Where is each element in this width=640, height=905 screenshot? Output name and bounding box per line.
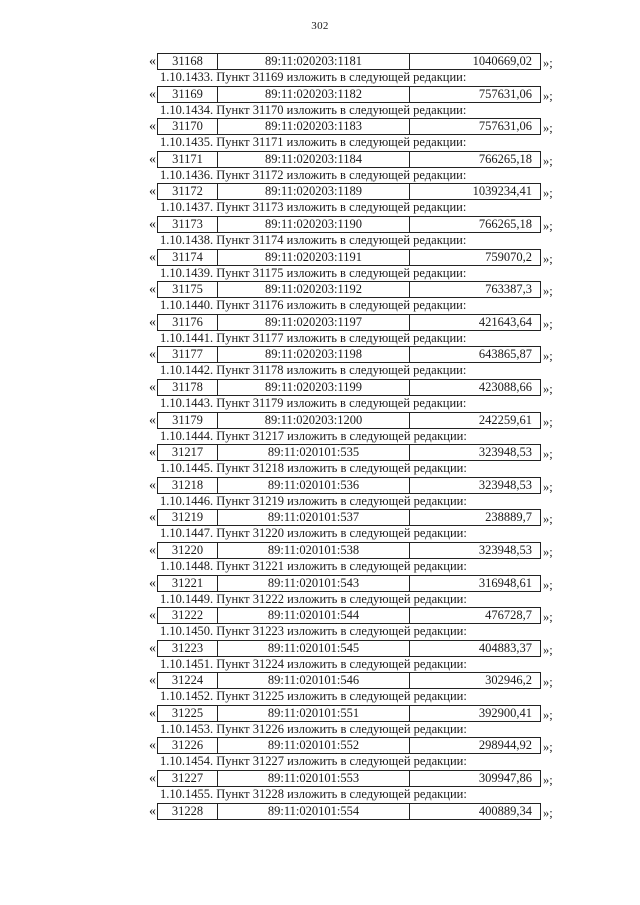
value-cell: 763387,3 (485, 282, 532, 297)
row-cells (157, 53, 541, 70)
value-cell: 309947,86 (478, 771, 532, 786)
item-number-cell: 31174 (158, 250, 218, 265)
cadastral-number-cell: 89:11:020203:1184 (218, 152, 410, 167)
open-quote-mark: « (149, 705, 156, 721)
row-cells (157, 509, 541, 526)
open-quote-mark: « (149, 216, 156, 232)
open-quote-mark: « (149, 282, 156, 298)
item-number-cell: 31221 (158, 576, 218, 591)
value-cell: 423088,66 (478, 379, 532, 394)
table-row (0, 672, 640, 689)
close-quote-mark: »; (543, 316, 553, 331)
open-quote-mark: « (149, 608, 156, 624)
table-row (0, 803, 640, 820)
open-quote-mark: « (149, 151, 156, 167)
value-cell: 757631,06 (478, 119, 532, 134)
table-row (0, 607, 640, 624)
close-quote-mark: »; (543, 707, 553, 722)
cadastral-number-cell: 89:11:020203:1192 (218, 282, 410, 297)
amendment-entry (0, 281, 640, 314)
value-cell: 421643,64 (478, 314, 532, 329)
open-quote-mark: « (149, 412, 156, 428)
open-quote-mark: « (149, 184, 156, 200)
table-row (0, 281, 640, 298)
table-row (0, 216, 640, 233)
item-number-cell: 31179 (158, 413, 218, 428)
table-row (0, 346, 640, 363)
amendment-entry (0, 216, 640, 249)
page-number: 302 (311, 20, 329, 32)
amendment-entry (0, 737, 640, 770)
close-quote-mark: »; (543, 186, 553, 201)
item-number-cell: 31223 (158, 641, 218, 656)
value-cell: 757631,06 (478, 86, 532, 101)
table-row (0, 379, 640, 396)
row-cells (157, 444, 541, 461)
cadastral-number-cell: 89:11:020203:1198 (218, 347, 410, 362)
amendment-heading: 1.10.1454. Пункт 31227 изложить в следующей редакции: (160, 754, 467, 769)
row-cells (157, 803, 541, 820)
open-quote-mark: « (149, 314, 156, 330)
cadastral-number-cell: 89:11:020101:553 (218, 771, 410, 786)
item-number-cell: 31228 (158, 804, 218, 819)
open-quote-mark: « (149, 771, 156, 787)
amendment-entry (0, 444, 640, 477)
cadastral-number-cell: 89:11:020101:537 (218, 510, 410, 525)
value-cell: 766265,18 (478, 151, 532, 166)
value-cell: 298944,92 (478, 738, 532, 753)
value-cell: 316948,61 (478, 575, 532, 590)
amendment-heading: 1.10.1447. Пункт 31220 изложить в следующей редакции: (160, 526, 467, 541)
row-cells (157, 412, 541, 429)
close-quote-mark: »; (543, 544, 553, 559)
item-number-cell: 31224 (158, 673, 218, 688)
cadastral-number-cell: 89:11:020203:1182 (218, 87, 410, 102)
amendment-heading: 1.10.1438. Пункт 31174 изложить в следующей редакции: (160, 232, 467, 247)
open-quote-mark: « (149, 86, 156, 102)
row-cells (157, 770, 541, 787)
amendment-heading: 1.10.1449. Пункт 31222 изложить в следующей редакции: (160, 591, 467, 606)
close-quote-mark: »; (543, 512, 553, 527)
amendment-entry (0, 803, 640, 836)
close-quote-mark: »; (543, 284, 553, 299)
table-row (0, 542, 640, 559)
table-row (0, 575, 640, 592)
amendment-heading: 1.10.1446. Пункт 31219 изложить в следующей редакции: (160, 493, 467, 508)
value-cell: 400889,34 (478, 803, 532, 818)
row-cells (157, 346, 541, 363)
item-number-cell: 31217 (158, 445, 218, 460)
cadastral-number-cell: 89:11:020101:536 (218, 478, 410, 493)
open-quote-mark: « (149, 477, 156, 493)
amendment-entry (0, 86, 640, 119)
amendment-entry (0, 151, 640, 184)
table-row (0, 118, 640, 135)
amendment-entry (0, 477, 640, 510)
amendment-heading: 1.10.1433. Пункт 31169 изложить в следующей редакции: (160, 70, 467, 84)
table-row (0, 249, 640, 266)
value-cell: 1039234,41 (472, 184, 532, 199)
row-cells (157, 249, 541, 266)
open-quote-mark: « (149, 249, 156, 265)
row-cells (157, 216, 541, 233)
amendment-entry (0, 509, 640, 542)
close-quote-mark: »; (543, 805, 553, 820)
table-row (0, 183, 640, 200)
cadastral-number-cell: 89:11:020101:554 (218, 804, 410, 819)
open-quote-mark: « (149, 347, 156, 363)
close-quote-mark: »; (543, 740, 553, 755)
close-quote-mark: »; (543, 479, 553, 494)
amendment-heading: 1.10.1444. Пункт 31217 изложить в следующей редакции: (160, 428, 467, 443)
cadastral-number-cell: 89:11:020101:544 (218, 608, 410, 623)
item-number-cell: 31171 (158, 152, 218, 167)
amendment-entry (0, 607, 640, 640)
cadastral-number-cell: 89:11:020203:1199 (218, 380, 410, 395)
close-quote-mark: »; (543, 610, 553, 625)
open-quote-mark: « (149, 640, 156, 656)
open-quote-mark: « (149, 54, 156, 69)
item-number-cell: 31218 (158, 478, 218, 493)
table-row (0, 737, 640, 754)
row-cells (157, 542, 541, 559)
amendment-heading: 1.10.1441. Пункт 31177 изложить в следующей редакции: (160, 330, 467, 345)
amendment-heading: 1.10.1440. Пункт 31176 изложить в следующей редакции: (160, 298, 467, 313)
open-quote-mark: « (149, 119, 156, 135)
row-cells (157, 281, 541, 298)
table-row (0, 770, 640, 787)
amendment-entry (0, 640, 640, 673)
close-quote-mark: »; (543, 773, 553, 788)
amendment-heading: 1.10.1448. Пункт 31221 изложить в следующей редакции: (160, 558, 467, 573)
row-cells (157, 151, 541, 168)
close-quote-mark: »; (543, 251, 553, 266)
value-cell: 242259,61 (478, 412, 532, 427)
row-cells (157, 314, 541, 331)
open-quote-mark: « (149, 673, 156, 689)
item-number-cell: 31170 (158, 119, 218, 134)
item-number-cell: 31173 (158, 217, 218, 232)
item-number-cell: 31175 (158, 282, 218, 297)
row-cells (157, 575, 541, 592)
item-number-cell: 31219 (158, 510, 218, 525)
cadastral-number-cell: 89:11:020101:546 (218, 673, 410, 688)
amendment-heading: 1.10.1450. Пункт 31223 изложить в следующей редакции: (160, 624, 467, 639)
item-number-cell: 31177 (158, 347, 218, 362)
cadastral-number-cell: 89:11:020101:535 (218, 445, 410, 460)
value-cell: 238889,7 (485, 510, 532, 525)
item-number-cell: 31172 (158, 184, 218, 199)
value-cell: 323948,53 (478, 542, 532, 557)
row-cells (157, 640, 541, 657)
item-number-cell: 31176 (158, 315, 218, 330)
cadastral-number-cell: 89:11:020101:552 (218, 738, 410, 753)
amendment-heading: 1.10.1445. Пункт 31218 изложить в следующей редакции: (160, 461, 467, 476)
table-row (0, 53, 640, 70)
value-cell: 302946,2 (485, 673, 532, 688)
cadastral-number-cell: 89:11:020203:1190 (218, 217, 410, 232)
row-cells (157, 607, 541, 624)
cadastral-number-cell: 89:11:020101:538 (218, 543, 410, 558)
item-number-cell: 31227 (158, 771, 218, 786)
value-cell: 323948,53 (478, 445, 532, 460)
close-quote-mark: »; (543, 675, 553, 690)
row-cells (157, 737, 541, 754)
value-cell: 404883,37 (478, 640, 532, 655)
amendment-entry (0, 412, 640, 445)
item-number-cell: 31225 (158, 706, 218, 721)
row-cells (157, 477, 541, 494)
row-cells (157, 118, 541, 135)
open-quote-mark: « (149, 803, 156, 819)
cadastral-number-cell: 89:11:020101:551 (218, 706, 410, 721)
amendment-entry (0, 346, 640, 379)
cadastral-number-cell: 89:11:020203:1191 (218, 250, 410, 265)
close-quote-mark: »; (543, 153, 553, 168)
cadastral-number-cell: 89:11:020203:1200 (218, 413, 410, 428)
item-number-cell: 31220 (158, 543, 218, 558)
table-row (0, 412, 640, 429)
close-quote-mark: »; (543, 56, 553, 70)
value-cell: 1040669,02 (472, 54, 532, 68)
open-quote-mark: « (149, 575, 156, 591)
close-quote-mark: »; (543, 577, 553, 592)
amendment-heading: 1.10.1452. Пункт 31225 изложить в следующей редакции: (160, 689, 467, 704)
amendment-heading: 1.10.1455. Пункт 31228 изложить в следующей редакции: (160, 787, 467, 802)
row-cells (157, 379, 541, 396)
value-cell: 643865,87 (478, 347, 532, 362)
close-quote-mark: »; (543, 349, 553, 364)
amendment-entry (0, 249, 640, 282)
cadastral-number-cell: 89:11:020203:1189 (218, 184, 410, 199)
table-row (0, 705, 640, 722)
value-cell: 476728,7 (485, 608, 532, 623)
amendment-heading: 1.10.1439. Пункт 31175 изложить в следующей редакции: (160, 265, 467, 280)
amendment-entry (0, 542, 640, 575)
amendment-heading: 1.10.1453. Пункт 31226 изложить в следующей редакции: (160, 721, 467, 736)
row-cells (157, 672, 541, 689)
value-cell: 392900,41 (478, 705, 532, 720)
amendment-heading: 1.10.1443. Пункт 31179 изложить в следующей редакции: (160, 395, 467, 410)
close-quote-mark: »; (543, 414, 553, 429)
amendment-entry (0, 575, 640, 608)
open-quote-mark: « (149, 510, 156, 526)
amendment-entry (0, 770, 640, 803)
amendment-heading: 1.10.1435. Пункт 31171 изложить в следующей редакции: (160, 135, 467, 150)
value-cell: 766265,18 (478, 216, 532, 231)
amendment-entry (0, 314, 640, 347)
row-cells (157, 183, 541, 200)
table-row (0, 314, 640, 331)
close-quote-mark: »; (543, 218, 553, 233)
row-cells (157, 86, 541, 103)
item-number-cell: 31169 (158, 87, 218, 102)
amendment-list (0, 53, 640, 835)
table-row (0, 477, 640, 494)
item-number-cell: 31178 (158, 380, 218, 395)
value-cell: 323948,53 (478, 477, 532, 492)
close-quote-mark: »; (543, 381, 553, 396)
table-row (0, 151, 640, 168)
amendment-entry (0, 672, 640, 705)
table-row (0, 86, 640, 103)
amendment-entry (0, 705, 640, 738)
amendment-entry (0, 379, 640, 412)
amendment-entry (0, 118, 640, 151)
amendment-heading: 1.10.1436. Пункт 31172 изложить в следующей редакции: (160, 167, 467, 182)
amendment-heading: 1.10.1451. Пункт 31224 изложить в следующей редакции: (160, 656, 467, 671)
cadastral-number-cell: 89:11:020203:1183 (218, 119, 410, 134)
amendment-entry (0, 53, 640, 86)
item-number-cell: 31168 (158, 54, 218, 69)
cadastral-number-cell: 89:11:020203:1197 (218, 315, 410, 330)
table-row (0, 640, 640, 657)
close-quote-mark: »; (543, 88, 553, 103)
amendment-heading: 1.10.1437. Пункт 31173 изложить в следующей редакции: (160, 200, 467, 215)
open-quote-mark: « (149, 738, 156, 754)
close-quote-mark: »; (543, 447, 553, 462)
close-quote-mark: »; (543, 642, 553, 657)
item-number-cell: 31222 (158, 608, 218, 623)
cadastral-number-cell: 89:11:020203:1181 (218, 54, 410, 69)
amendment-heading: 1.10.1434. Пункт 31170 изложить в следующей редакции: (160, 102, 467, 117)
table-row (0, 509, 640, 526)
open-quote-mark: « (149, 379, 156, 395)
open-quote-mark: « (149, 445, 156, 461)
item-number-cell: 31226 (158, 738, 218, 753)
amendment-entry (0, 183, 640, 216)
table-row (0, 444, 640, 461)
cadastral-number-cell: 89:11:020101:545 (218, 641, 410, 656)
cadastral-number-cell: 89:11:020101:543 (218, 576, 410, 591)
value-cell: 759070,2 (485, 249, 532, 264)
row-cells (157, 705, 541, 722)
amendment-heading: 1.10.1442. Пункт 31178 изложить в следующей редакции: (160, 363, 467, 378)
open-quote-mark: « (149, 542, 156, 558)
close-quote-mark: »; (543, 121, 553, 136)
